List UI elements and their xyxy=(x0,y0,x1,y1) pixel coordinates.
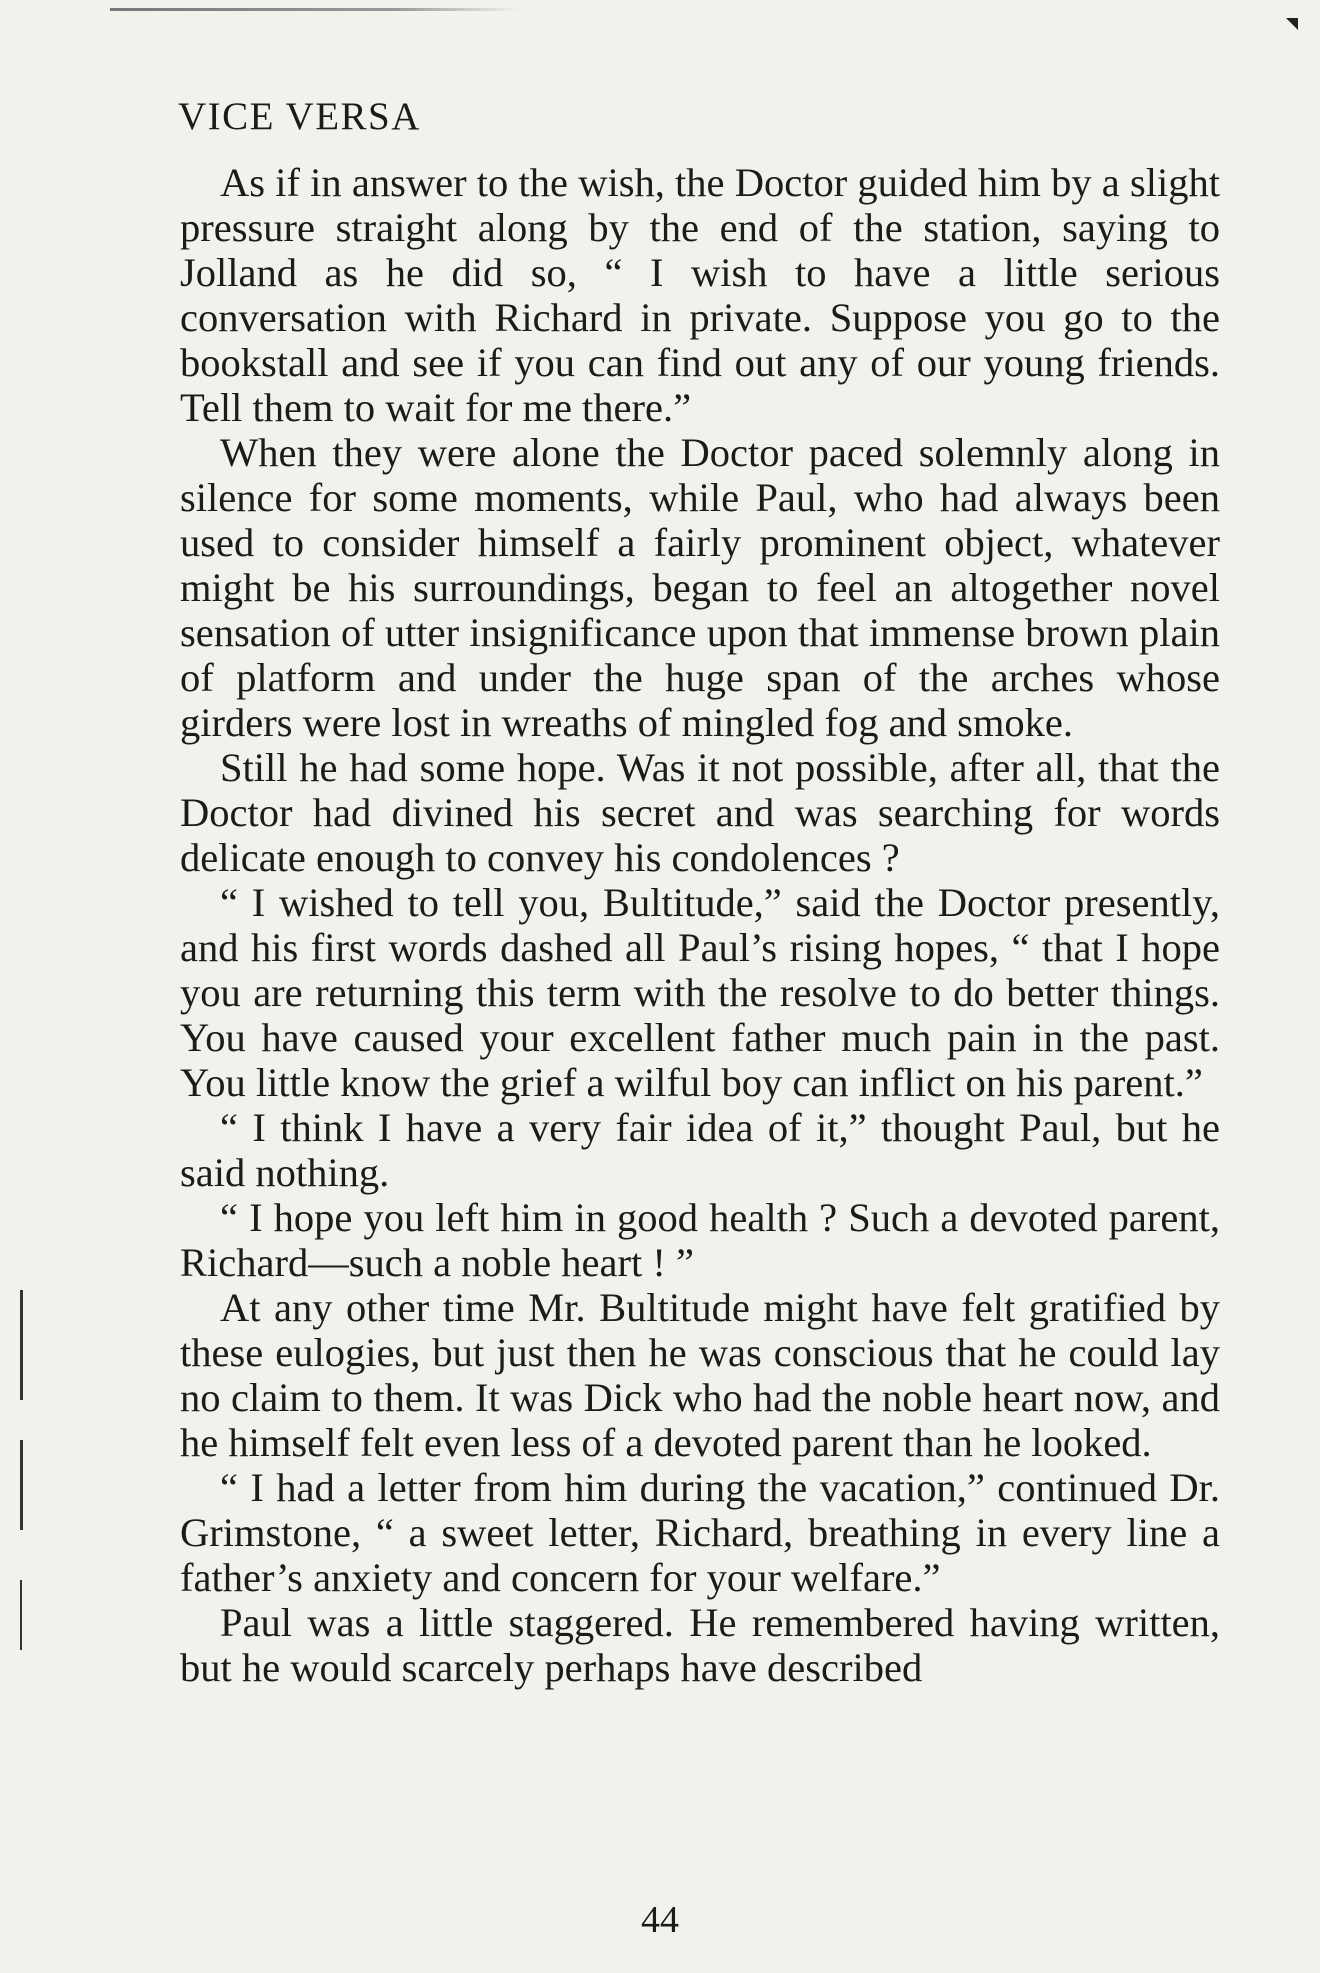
paragraph: As if in answer to the wish, the Doctor guided him by a slight pressure straight along by the end of the station, saying to Jolland as he did so, “ I wish to have a little serious conversation with Richard in private. Suppose you go to the bookstall and see if you can find out any of our young friends. Tell them to wait for me there.” xyxy=(180,160,1220,430)
top-rule xyxy=(110,8,520,11)
paragraph: Still he had some hope. Was it not possible, after all, that the Doctor had divined his secret and was searching for words delicate enough to convey his condolences ? xyxy=(180,745,1220,880)
page-number: 44 xyxy=(641,1899,679,1941)
margin-line xyxy=(20,1580,22,1650)
paragraph: “ I wished to tell you, Bultitude,” said the Doctor presently, and his first words dashed all Paul’s rising hopes, “ that I hope you are returning this term with the resolve to do better things. You have caused your excellent father much pain in the past. You little know the grief a wilful boy can inflict on his parent.” xyxy=(180,880,1220,1105)
margin-line xyxy=(20,1440,23,1530)
corner-mark xyxy=(1286,18,1298,30)
paragraph: “ I think I have a very fair idea of it,” thought Paul, but he said nothing. xyxy=(180,1105,1220,1195)
paragraph: When they were alone the Doctor paced solemnly along in silence for some moments, while Paul, who had always been used to consider himself a fairly prominent object, whatever might be his surroundings, began to feel an altogether novel sensation of utter insignificance upon that immense brown plain of platform and under the huge span of the arches whose girders were lost in wreaths of mingled fog and smoke. xyxy=(180,430,1220,745)
running-header: VICE VERSA xyxy=(178,95,421,138)
paragraph: At any other time Mr. Bultitude might have felt gratified by these eulogies, but just then he was conscious that he could lay no claim to them. It was Dick who had the noble heart now, and he himself felt even less of a devoted parent than he looked. xyxy=(180,1285,1220,1465)
paragraph: Paul was a little staggered. He remembered having written, but he would scarcely perhaps have described xyxy=(180,1600,1220,1690)
body-text xyxy=(180,160,1220,1690)
paragraph: “ I had a letter from him during the vacation,” continued Dr. Grimstone, “ a sweet letter, Richard, breathing in every line a father’s anxiety and concern for your welfare.” xyxy=(180,1465,1220,1600)
margin-line xyxy=(20,1290,23,1400)
paragraph: “ I hope you left him in good health ? Such a devoted parent, Richard—such a noble heart ! ” xyxy=(180,1195,1220,1285)
